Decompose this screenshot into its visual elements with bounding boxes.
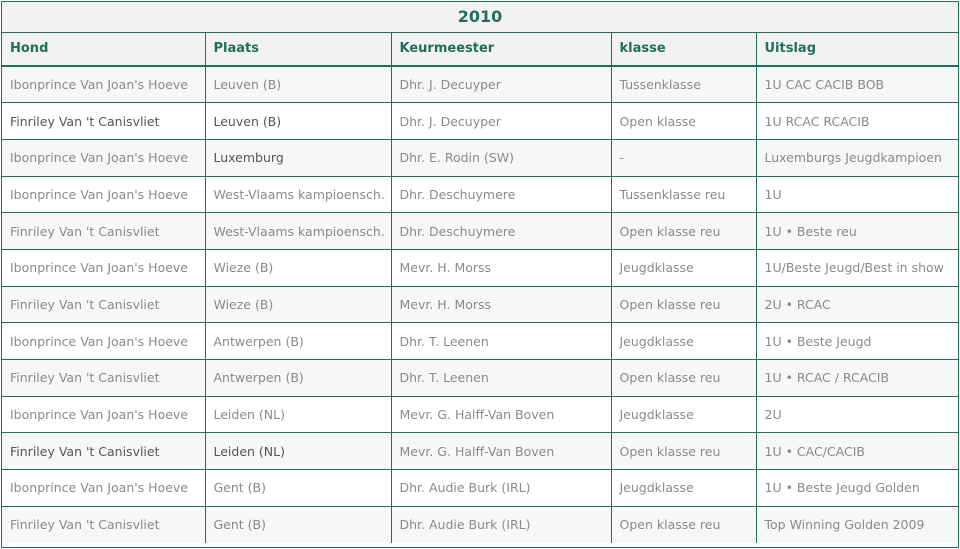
cell-klasse: Open klasse reu — [611, 213, 756, 250]
cell-uitslag: 2U • RCAC — [756, 286, 958, 323]
cell-hond: Ibonprince Van Joan's Hoeve — [2, 470, 205, 507]
cell-uitslag: 1U • Beste Jeugd — [756, 323, 958, 360]
cell-hond: Finriley Van 't Canisvliet — [2, 103, 205, 140]
column-header-klasse: klasse — [611, 32, 756, 66]
cell-plaats: Leiden (NL) — [205, 433, 391, 470]
table-row — [2, 470, 958, 507]
table-row — [2, 360, 958, 397]
cell-plaats: Luxemburg — [205, 139, 391, 176]
table-row — [2, 139, 958, 176]
header-row — [2, 32, 958, 66]
table-row — [2, 103, 958, 140]
cell-hond: Finriley Van 't Canisvliet — [2, 213, 205, 250]
cell-hond: Ibonprince Van Joan's Hoeve — [2, 139, 205, 176]
cell-uitslag: 1U/Beste Jeugd/Best in show — [756, 249, 958, 286]
cell-uitslag: 1U • RCAC / RCACIB — [756, 360, 958, 397]
cell-klasse: Tussenklasse — [611, 66, 756, 103]
cell-hond: Ibonprince Van Joan's Hoeve — [2, 323, 205, 360]
cell-hond: Finriley Van 't Canisvliet — [2, 360, 205, 397]
cell-uitslag: Luxemburgs Jeugdkampioen — [756, 139, 958, 176]
table-row — [2, 433, 958, 470]
table-row — [2, 396, 958, 433]
cell-plaats: Gent (B) — [205, 470, 391, 507]
cell-klasse: Tussenklasse reu — [611, 176, 756, 213]
cell-keurmeester: Mevr. G. Halff-Van Boven — [391, 396, 611, 433]
table-row — [2, 506, 958, 543]
cell-plaats: Gent (B) — [205, 506, 391, 543]
cell-hond: Finriley Van 't Canisvliet — [2, 433, 205, 470]
cell-klasse: Open klasse reu — [611, 360, 756, 397]
cell-keurmeester: Dhr. E. Rodin (SW) — [391, 139, 611, 176]
cell-keurmeester: Dhr. Deschuymere — [391, 176, 611, 213]
cell-keurmeester: Dhr. Deschuymere — [391, 213, 611, 250]
cell-uitslag: 1U • Beste Jeugd Golden — [756, 470, 958, 507]
cell-klasse: Open klasse reu — [611, 433, 756, 470]
cell-keurmeester: Mevr. H. Morss — [391, 249, 611, 286]
cell-hond: Ibonprince Van Joan's Hoeve — [2, 396, 205, 433]
cell-uitslag: 1U • Beste reu — [756, 213, 958, 250]
cell-plaats: West-Vlaams kampioensch. — [205, 213, 391, 250]
cell-klasse: Open klasse reu — [611, 286, 756, 323]
column-header-plaats: Plaats — [205, 32, 391, 66]
cell-keurmeester: Mevr. G. Halff-Van Boven — [391, 433, 611, 470]
cell-plaats: Antwerpen (B) — [205, 360, 391, 397]
column-header-hond: Hond — [2, 32, 205, 66]
cell-hond: Finriley Van 't Canisvliet — [2, 286, 205, 323]
cell-klasse: Open klasse — [611, 103, 756, 140]
cell-uitslag: 1U CAC CACIB BOB — [756, 66, 958, 103]
cell-plaats: West-Vlaams kampioensch. — [205, 176, 391, 213]
cell-klasse: Open klasse reu — [611, 506, 756, 543]
table-row — [2, 213, 958, 250]
table-title: 2010 — [2, 2, 958, 32]
table-row — [2, 176, 958, 213]
cell-keurmeester: Mevr. H. Morss — [391, 286, 611, 323]
cell-hond: Finriley Van 't Canisvliet — [2, 506, 205, 543]
cell-plaats: Leuven (B) — [205, 103, 391, 140]
cell-plaats: Leiden (NL) — [205, 396, 391, 433]
results-table — [2, 2, 958, 543]
title-row — [2, 2, 958, 32]
cell-keurmeester: Dhr. J. Decuyper — [391, 66, 611, 103]
column-header-uitslag: Uitslag — [756, 32, 958, 66]
cell-keurmeester: Dhr. Audie Burk (IRL) — [391, 506, 611, 543]
cell-plaats: Wieze (B) — [205, 286, 391, 323]
table-row — [2, 323, 958, 360]
table-row — [2, 249, 958, 286]
cell-klasse: Jeugdklasse — [611, 249, 756, 286]
cell-klasse: Jeugdklasse — [611, 470, 756, 507]
results-table-container — [1, 1, 959, 548]
cell-keurmeester: Dhr. J. Decuyper — [391, 103, 611, 140]
cell-plaats: Antwerpen (B) — [205, 323, 391, 360]
column-header-keurmeester: Keurmeester — [391, 32, 611, 66]
cell-hond: Ibonprince Van Joan's Hoeve — [2, 176, 205, 213]
cell-uitslag: 1U • CAC/CACIB — [756, 433, 958, 470]
cell-hond: Ibonprince Van Joan's Hoeve — [2, 249, 205, 286]
cell-plaats: Wieze (B) — [205, 249, 391, 286]
cell-plaats: Leuven (B) — [205, 66, 391, 103]
cell-uitslag: Top Winning Golden 2009 — [756, 506, 958, 543]
cell-klasse: Jeugdklasse — [611, 323, 756, 360]
table-row — [2, 66, 958, 103]
cell-keurmeester: Dhr. T. Leenen — [391, 360, 611, 397]
cell-klasse: - — [611, 139, 756, 176]
cell-hond: Ibonprince Van Joan's Hoeve — [2, 66, 205, 103]
cell-uitslag: 1U RCAC RCACIB — [756, 103, 958, 140]
cell-keurmeester: Dhr. Audie Burk (IRL) — [391, 470, 611, 507]
cell-keurmeester: Dhr. T. Leenen — [391, 323, 611, 360]
cell-klasse: Jeugdklasse — [611, 396, 756, 433]
cell-uitslag: 2U — [756, 396, 958, 433]
table-row — [2, 286, 958, 323]
cell-uitslag: 1U — [756, 176, 958, 213]
